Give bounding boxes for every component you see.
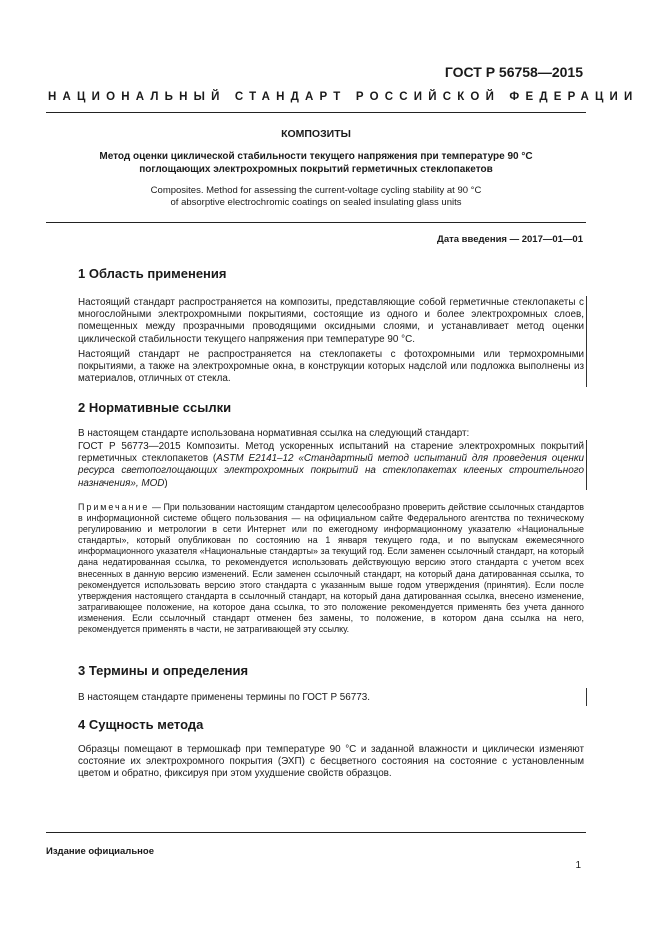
header-rule [46, 112, 586, 113]
section-2-paragraph-1: В настоящем стандарте использована нормативная ссылка на следующий стандарт: [78, 428, 470, 439]
english-title [46, 185, 586, 209]
english-title-line-1: Composites. Method for assessing the current-voltage cycling stability at 90 °С [150, 185, 482, 196]
change-bar [586, 440, 587, 490]
change-bar [586, 688, 587, 706]
section-2-note: Примечание — При пользовании настоящим стандартом целесообразно проверить действие ссылочных стандартов в информационной системе общего пользования — на официальном сайте Федерального агентства по техническому регулированию и метрологии в сети Интернет или по ежегодному информационному указателю «Национальные стандарты», который опубликован по состоянию на 1 января текущего года, и по выпускам ежемесячного информационного указателя «Национальные стандарты» за текущий год. Если заменен ссылочный стандарт, на который дана недатированная ссылка, то рекомендуется использовать действующую версию этого стандарта с учетом всех внесенных в данную версию изменений. Если заменен ссылочный стандарт, на который дана датированная ссылка, то рекомендуется использовать версию этого стандарта с указанным выше годом утверждения (принятия). Если после утверждения настоящего стандарта в ссылочный стандарт, на который дана датированная ссылка, внесено изменение, затрагивающее положение, на которое дана ссылка, то это положение рекомендуется применять без учета данного изменения. Если ссылочный стандарт отменен без замены, то положение, в котором дана ссылка на него, рекомендуется применять в части, не затрагивающей эту ссылку. [78, 502, 584, 635]
section-3-paragraph-1: В настоящем стандарте применены термины по ГОСТ Р 56773. [78, 692, 371, 703]
section-1-paragraph-1: Настоящий стандарт распространяется на композиты, представляющие собой герметичные стеклопакеты с многослойными электрохромными покрытиями, состоящие из одного и более электрохромных слоев, помещенных между прозрачными проводящими оксидными слоями, и устанавливает метод оценки циклической стабильности текущего напряжения при температуре 90 °С. [78, 297, 584, 345]
national-standard-banner: НАЦИОНАЛЬНЫЙ СТАНДАРТ РОССИЙСКОЙ ФЕДЕРАЦИИ [48, 91, 639, 103]
section-4-paragraph-1: Образцы помещают в термошкаф при температуре 90 °С и заданной влажности и циклически изменяют состояние их электрохромного покрытия (ЭХП) с бесцветного состояния на состояние с установленным цветом и обратно, фиксируя при этом ухудшение свойств образцов. [78, 744, 584, 780]
section-2-heading: 2 Нормативные ссылки [78, 400, 232, 415]
russian-title [46, 151, 586, 176]
section-1-heading: 1 Область применения [78, 266, 227, 281]
official-edition-label: Издание официальное [46, 846, 154, 857]
page-number: 1 [575, 860, 581, 871]
section-4-heading: 4 Сущность метода [78, 717, 204, 732]
normative-reference: ГОСТ Р 56773—2015 Композиты. Метод ускоренных испытаний на старение электрохромных покрытий герметичных стеклопакетов (ASTM E2141–12 «Стандартный метод испытаний для проведения оценки ресурса светопоглощающих электрохромных покрытий на стеклопакетах клееных строительного назначения», MOD) [78, 441, 584, 489]
standard-code: ГОСТ Р 56758—2015 [444, 64, 583, 80]
change-bar [586, 296, 587, 387]
footer-rule [46, 832, 586, 833]
introduction-date: Дата введения — 2017—01—01 [437, 234, 583, 245]
title-rule [46, 222, 586, 223]
category-title: КОМПОЗИТЫ [281, 128, 351, 140]
section-1-paragraph-2: Настоящий стандарт не распространяется на стеклопакеты с фотохромными или термохромными покрытиями, а также на электрохромные окна, в конструкции которых надслой или подложка выполнены из материалов, отличных от стекла. [78, 349, 584, 385]
russian-title-line-1: Метод оценки циклической стабильности текущего напряжения при температуре 90 °С [99, 151, 533, 162]
section-3-heading: 3 Термины и определения [78, 663, 249, 678]
russian-title-line-2: поглощающих электрохромных покрытий герметичных стеклопакетов [139, 163, 493, 175]
english-title-line-2: of absorptive electrochromic coatings on sealed insulating glass units [170, 197, 462, 208]
